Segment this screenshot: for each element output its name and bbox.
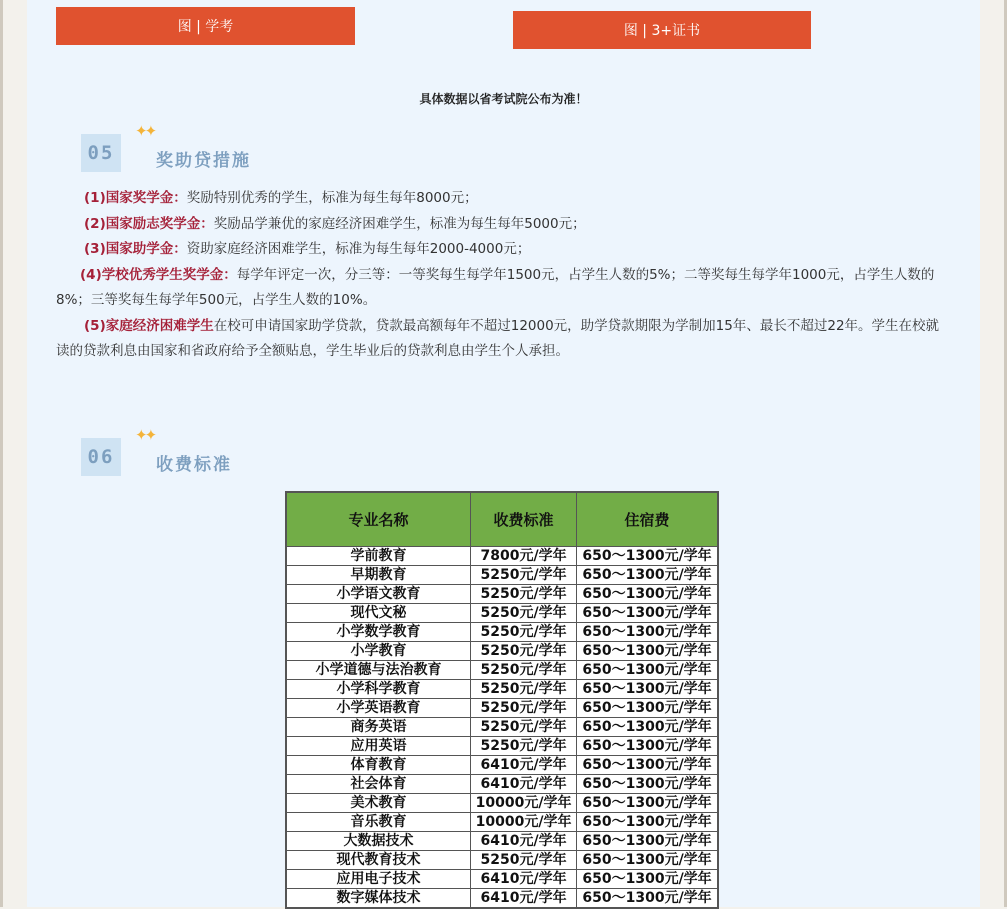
major-cell: 商务英语 xyxy=(286,718,471,737)
scholarship-list xyxy=(56,186,952,365)
major-cell: 小学科学教育 xyxy=(286,680,471,699)
table-row xyxy=(286,718,718,737)
major-cell: 现代教育技术 xyxy=(286,851,471,870)
section-05-header xyxy=(81,122,341,174)
major-cell: 小学语文教育 xyxy=(286,585,471,604)
major-cell: 小学数学教育 xyxy=(286,623,471,642)
dorm-cell: 650～1300元/学年 xyxy=(577,775,718,794)
xuekao-image-button[interactable]: 图 | 学考 xyxy=(56,7,355,45)
dorm-cell: 650～1300元/学年 xyxy=(577,699,718,718)
table-row xyxy=(286,566,718,585)
dorm-cell: 650～1300元/学年 xyxy=(577,661,718,680)
table-row xyxy=(286,889,718,909)
item-label: (1)国家奖学金： xyxy=(84,190,187,206)
tuition-cell: 5250元/学年 xyxy=(471,566,577,585)
major-cell: 数字媒体技术 xyxy=(286,889,471,909)
dorm-cell: 650～1300元/学年 xyxy=(577,851,718,870)
table-row xyxy=(286,661,718,680)
major-cell: 小学道德与法治教育 xyxy=(286,661,471,680)
tuition-cell: 5250元/学年 xyxy=(471,642,577,661)
dorm-cell: 650～1300元/学年 xyxy=(577,680,718,699)
major-cell: 美术教育 xyxy=(286,794,471,813)
dorm-cell: 650～1300元/学年 xyxy=(577,642,718,661)
dorm-cell: 650～1300元/学年 xyxy=(577,813,718,832)
item-text: 在校可申请国家助学贷款，贷款最高额每年不超过12000元，助学贷款期限为学制加15年、最长不超过22年。学生在校就读的贷款利息由国家和省政府给予全额贴息，学生毕业后的贷款利息由学生个人承担。 xyxy=(56,317,940,359)
major-cell: 小学英语教育 xyxy=(286,699,471,718)
tuition-cell: 5250元/学年 xyxy=(471,718,577,737)
page-frame-left xyxy=(0,0,3,907)
tuition-cell: 5250元/学年 xyxy=(471,585,577,604)
tuition-cell: 10000元/学年 xyxy=(471,794,577,813)
tuition-cell: 7800元/学年 xyxy=(471,547,577,566)
fee-standard-table xyxy=(285,491,719,909)
dorm-cell: 650～1300元/学年 xyxy=(577,585,718,604)
table-row xyxy=(286,585,718,604)
tuition-cell: 5250元/学年 xyxy=(471,604,577,623)
major-cell: 音乐教育 xyxy=(286,813,471,832)
dorm-cell: 650～1300元/学年 xyxy=(577,794,718,813)
tuition-cell: 6410元/学年 xyxy=(471,775,577,794)
table-row xyxy=(286,794,718,813)
column-header-dorm: 住宿费 xyxy=(577,492,718,547)
table-row xyxy=(286,642,718,661)
sparkle-icon: ✦✦ xyxy=(135,122,155,140)
dorm-cell: 650～1300元/学年 xyxy=(577,756,718,775)
column-header-major: 专业名称 xyxy=(286,492,471,547)
section-title: 收费标准 xyxy=(156,455,232,475)
tuition-cell: 6410元/学年 xyxy=(471,756,577,775)
section-number-badge: 05 xyxy=(81,134,121,172)
tuition-cell: 6410元/学年 xyxy=(471,832,577,851)
sparkle-icon: ✦✦ xyxy=(135,426,155,444)
tuition-cell: 6410元/学年 xyxy=(471,870,577,889)
item-text: 奖励特别优秀的学生，标准为每生每年8000元； xyxy=(186,190,478,206)
scholarship-item-3 xyxy=(56,237,952,263)
section-title: 奖助贷措施 xyxy=(156,151,251,171)
table-row xyxy=(286,547,718,566)
dorm-cell: 650～1300元/学年 xyxy=(577,623,718,642)
dorm-cell: 650～1300元/学年 xyxy=(577,547,718,566)
table-row xyxy=(286,756,718,775)
major-cell: 现代文秘 xyxy=(286,604,471,623)
table-row xyxy=(286,813,718,832)
3plus-certificate-image-button[interactable]: 图 | 3+证书 xyxy=(513,11,811,49)
major-cell: 大数据技术 xyxy=(286,832,471,851)
dorm-cell: 650～1300元/学年 xyxy=(577,737,718,756)
table-row xyxy=(286,699,718,718)
major-cell: 学前教育 xyxy=(286,547,471,566)
scholarship-item-1 xyxy=(56,186,952,212)
table-row xyxy=(286,832,718,851)
item-label: (3)国家助学金： xyxy=(84,241,187,257)
tuition-cell: 6410元/学年 xyxy=(471,889,577,909)
scholarship-item-5 xyxy=(56,314,952,365)
column-header-tuition: 收费标准 xyxy=(471,492,577,547)
table-row xyxy=(286,775,718,794)
table-row xyxy=(286,604,718,623)
item-label: (5)家庭经济困难学生 xyxy=(84,317,214,334)
tuition-cell: 5250元/学年 xyxy=(471,623,577,642)
tuition-cell: 5250元/学年 xyxy=(471,699,577,718)
table-row xyxy=(286,851,718,870)
table-row xyxy=(286,623,718,642)
table-row xyxy=(286,870,718,889)
dorm-cell: 650～1300元/学年 xyxy=(577,566,718,585)
tuition-cell: 5250元/学年 xyxy=(471,680,577,699)
major-cell: 应用英语 xyxy=(286,737,471,756)
table-row xyxy=(286,737,718,756)
dorm-cell: 650～1300元/学年 xyxy=(577,718,718,737)
major-cell: 社会体育 xyxy=(286,775,471,794)
item-label: (4)学校优秀学生奖学金： xyxy=(80,266,237,283)
dorm-cell: 650～1300元/学年 xyxy=(577,889,718,909)
scholarship-item-2 xyxy=(56,212,952,238)
table-row xyxy=(286,680,718,699)
dorm-cell: 650～1300元/学年 xyxy=(577,604,718,623)
section-06-header xyxy=(81,426,341,478)
tuition-cell: 5250元/学年 xyxy=(471,851,577,870)
dorm-cell: 650～1300元/学年 xyxy=(577,832,718,851)
item-text: 资助家庭经济困难学生，标准为每生每年2000-4000元； xyxy=(186,241,531,257)
major-cell: 体育教育 xyxy=(286,756,471,775)
data-source-note: 具体数据以省考试院公布为准！ xyxy=(419,92,588,106)
item-text: 奖励品学兼优的家庭经济困难学生，标准为每生每年5000元； xyxy=(213,215,586,232)
tuition-cell: 10000元/学年 xyxy=(471,813,577,832)
table-body xyxy=(286,547,718,909)
item-text: 每学年评定一次，分三等：一等奖每生每学年1500元，占学生人数的5%；二等奖每生每学年1000元，占学生人数的8%；三等奖每生每学年500元，占学生人数的10%。 xyxy=(56,266,935,308)
major-cell: 早期教育 xyxy=(286,566,471,585)
scholarship-item-4 xyxy=(56,263,952,314)
table-header-row xyxy=(286,492,718,547)
major-cell: 应用电子技术 xyxy=(286,870,471,889)
dorm-cell: 650～1300元/学年 xyxy=(577,870,718,889)
item-label: (2)国家励志奖学金： xyxy=(84,215,214,232)
tuition-cell: 5250元/学年 xyxy=(471,661,577,680)
section-number-badge: 06 xyxy=(81,438,121,476)
major-cell: 小学教育 xyxy=(286,642,471,661)
tuition-cell: 5250元/学年 xyxy=(471,737,577,756)
